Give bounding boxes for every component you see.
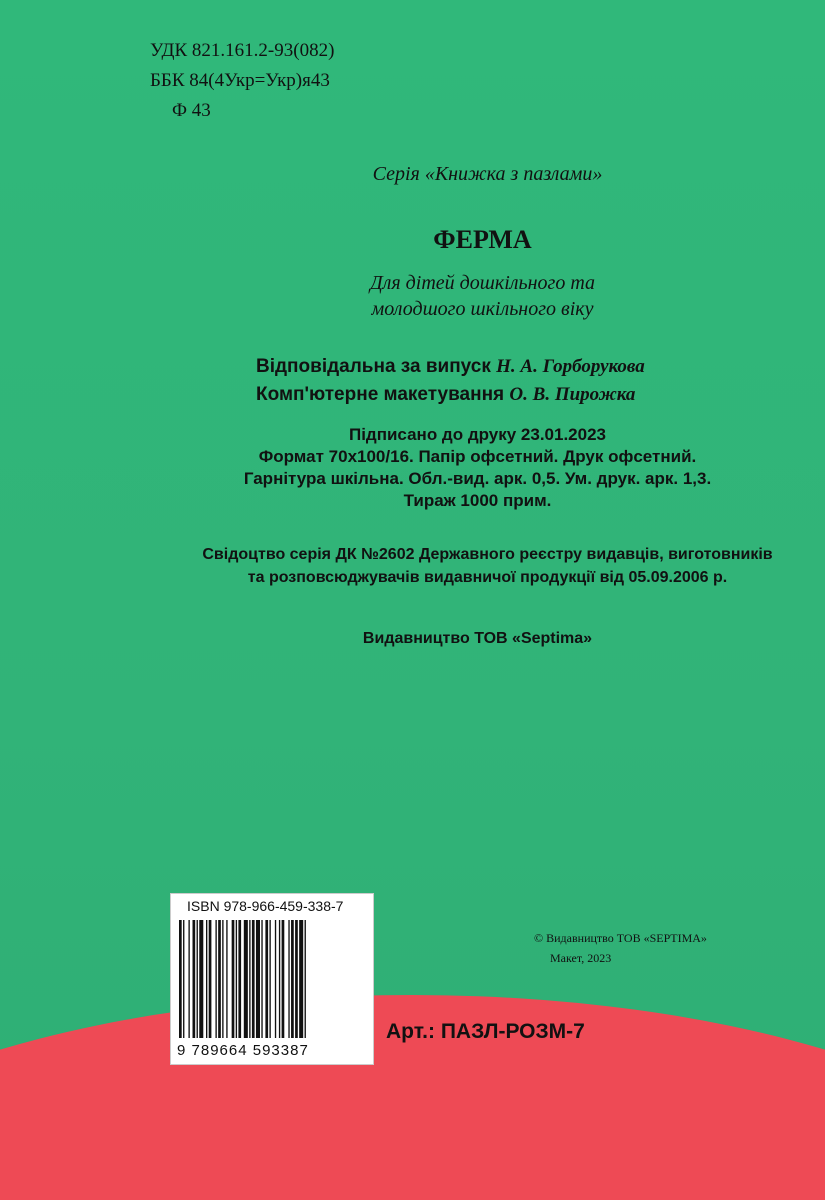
credit-role: Комп'ютерне макетування (256, 384, 505, 405)
barcode-bar (299, 920, 303, 1038)
ean-number: 9 789664 593387 (177, 1042, 309, 1059)
barcode-bar (275, 920, 276, 1038)
credit-role: Відповідальна за випуск (256, 356, 491, 377)
barcode-bar (305, 920, 306, 1038)
catalog-codes (150, 36, 334, 126)
barcode-bar (288, 920, 289, 1038)
barcode-bar (269, 920, 270, 1038)
barcode-bar (265, 920, 268, 1038)
author-mark: Ф 43 (172, 100, 211, 121)
barcode-bars (179, 920, 365, 1040)
barcode-bar (236, 920, 237, 1038)
print-detail-line: Гарнітура шкільна. Обл.-вид. арк. 0,5. Ум. друк. арк. 1,3. (243, 469, 712, 488)
print-details (0, 424, 825, 512)
credit-name: Н. А. Горборукова (496, 356, 645, 377)
barcode-bar (226, 920, 227, 1038)
credit-line (256, 381, 645, 409)
certificate-line: Свідоцтво серія ДК №2602 Державного реєстру видавців, виготовників (202, 546, 773, 563)
credit-line (256, 353, 645, 381)
barcode-bar (193, 920, 196, 1038)
copyright-notice (534, 928, 707, 968)
barcode-bar (188, 920, 189, 1038)
barcode-bar (199, 920, 203, 1038)
copyright-line: © Видавництво ТОВ «SEPTIMA» (534, 931, 707, 945)
credits (256, 353, 645, 409)
barcode-bar (215, 920, 216, 1038)
barcode-bar (249, 920, 250, 1038)
print-detail-line: Формат 70x100/16. Папір офсетний. Друк офсетний. (258, 447, 697, 466)
certificate-line: та розповсюджувачів видавничої продукції від 05.09.2006 р. (247, 569, 728, 586)
isbn-barcode (170, 893, 374, 1065)
barcode-bar (261, 920, 262, 1038)
barcode-bar (206, 920, 207, 1038)
barcode-bar (282, 920, 285, 1038)
book-title: ФЕРМА (433, 225, 532, 254)
barcode-bar (232, 920, 235, 1038)
barcode-bar (238, 920, 241, 1038)
credit-name: О. В. Пирожка (509, 384, 636, 405)
barcode-bar (244, 920, 248, 1038)
barcode-bar (291, 920, 294, 1038)
barcode-bar (252, 920, 255, 1038)
print-detail-line: Підписано до друку 23.01.2023 (348, 425, 607, 444)
udk-code: УДК 821.161.2-93(082) (150, 40, 335, 61)
barcode-bar (209, 920, 212, 1038)
isbn-number: ISBN 978-966-459-338-7 (187, 898, 344, 914)
barcode-bar (295, 920, 298, 1038)
article-code: Арт.: ПАЗЛ-РОЗМ-7 (386, 1020, 585, 1043)
barcode-bar (179, 920, 182, 1038)
publisher-name: Видавництво ТОВ «Septima» (362, 630, 593, 647)
audience-text (0, 270, 825, 322)
publisher-certificate (0, 543, 825, 589)
series-name: Серія «Книжка з пазлами» (372, 163, 603, 185)
barcode-bar (218, 920, 221, 1038)
barcode-bar (279, 920, 280, 1038)
barcode-bar (197, 920, 198, 1038)
copyright-line: Макет, 2023 (550, 951, 612, 965)
barcode-bar (222, 920, 223, 1038)
bbk-code: ББК 84(4Укр=Укр)я43 (150, 70, 330, 91)
barcode-bar (256, 920, 260, 1038)
audience-line: молодшого шкільного віку (371, 298, 594, 320)
print-detail-line: Тираж 1000 прим. (403, 491, 552, 510)
barcode-bar (183, 920, 184, 1038)
audience-line: Для дітей дошкільного та (369, 272, 596, 294)
